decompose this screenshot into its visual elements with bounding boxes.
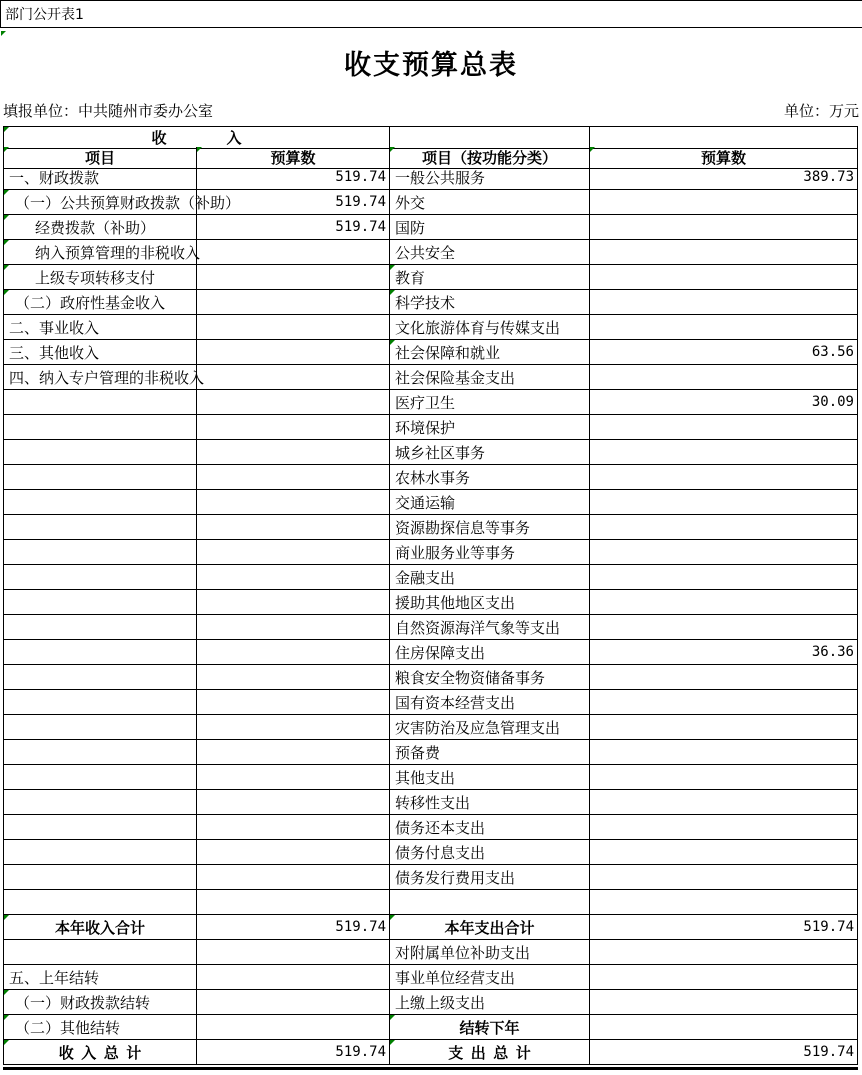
expense-item-cell[interactable] <box>390 715 590 740</box>
cell-comment-marker <box>1 31 6 36</box>
expense-item-cell-text: 结转下年 <box>459 1018 520 1037</box>
expense-item-cell[interactable] <box>390 840 590 865</box>
income-item-cell[interactable] <box>4 240 201 265</box>
cell-comment-marker <box>4 265 9 270</box>
sheet-label: 部门公开表1 <box>5 7 84 23</box>
reporting-unit-label: 填报单位：中共随州市委办公室 <box>3 102 214 120</box>
income-amount-cell[interactable] <box>197 465 390 490</box>
expense-item-cell[interactable] <box>390 215 590 240</box>
cell-comment-marker <box>390 1040 395 1045</box>
expense-item-cell[interactable] <box>390 540 590 565</box>
income-amount-cell[interactable] <box>197 740 390 765</box>
expense-amount-cell[interactable] <box>590 990 857 1015</box>
expense-item-cell[interactable] <box>390 565 590 590</box>
expense-item-cell[interactable] <box>390 390 590 415</box>
income-amount-cell[interactable] <box>197 890 390 915</box>
expense-item-cell-text: 灾害防治及应急管理支出 <box>395 718 561 737</box>
expense-amount-cell-text: 63.56 <box>811 344 854 360</box>
expense-amount-cell-text: 519.74 <box>803 1044 854 1060</box>
cell-comment-marker <box>4 190 9 195</box>
income-amount-cell[interactable] <box>197 490 390 515</box>
table-row <box>4 965 857 990</box>
cell-comment-marker <box>4 1040 9 1045</box>
expense-item-cell[interactable] <box>390 315 590 340</box>
cell-comment-marker <box>590 147 595 152</box>
expense-item-cell-text: 上缴上级支出 <box>395 993 486 1012</box>
expense-amount-cell[interactable] <box>590 540 857 565</box>
income-amount-cell[interactable] <box>197 840 390 865</box>
income-item-cell[interactable] <box>4 740 197 765</box>
cell-comment-marker <box>4 915 9 920</box>
income-amount-cell[interactable] <box>197 165 390 190</box>
expense-item-cell-text: 自然资源海洋气象等支出 <box>395 618 561 637</box>
income-amount-cell-text: 519.74 <box>335 919 386 935</box>
cell-comment-marker <box>4 147 9 152</box>
budget-table-body <box>4 165 857 1065</box>
income-item-cell[interactable] <box>4 665 197 690</box>
income-item-cell-text: 二、事业收入 <box>9 318 100 337</box>
expense-item-cell[interactable] <box>390 490 590 515</box>
income-amount-cell[interactable] <box>197 990 390 1015</box>
table-bottom-border <box>3 1067 858 1070</box>
table-row <box>4 165 857 190</box>
income-item-cell[interactable] <box>4 515 197 540</box>
cell-comment-marker <box>390 265 395 270</box>
income-item-cell[interactable] <box>4 590 197 615</box>
table-row <box>4 740 857 765</box>
table-row <box>4 665 857 690</box>
income-amount-cell[interactable] <box>197 215 390 240</box>
expense-item-cell-text: 社会保险基金支出 <box>395 368 516 387</box>
expense-amount-cell[interactable] <box>590 265 857 290</box>
income-item-cell-text: 经费拨款（补助） <box>35 218 156 237</box>
expense-item-cell-text: 其他支出 <box>395 768 456 787</box>
table-row <box>4 890 857 915</box>
income-amount-cell[interactable] <box>197 340 390 365</box>
table-row <box>4 840 857 865</box>
expense-item-cell-text: 债务还本支出 <box>395 818 486 837</box>
income-amount-cell[interactable] <box>197 690 390 715</box>
income-item-cell[interactable] <box>4 890 197 915</box>
expense-item-cell[interactable] <box>390 265 590 290</box>
table-row <box>4 315 857 340</box>
expense-amount-cell[interactable] <box>590 1040 857 1065</box>
expense-item-cell-text: 一般公共服务 <box>395 168 486 187</box>
income-amount-cell-text: 519.74 <box>335 1044 386 1060</box>
income-item-cell[interactable] <box>4 415 197 440</box>
expense-item-cell[interactable] <box>390 615 590 640</box>
empty-header-cell[interactable] <box>590 127 857 149</box>
expense-item-cell[interactable] <box>390 1040 590 1065</box>
income-amount-cell[interactable] <box>197 515 390 540</box>
income-item-cell-text: （二）政府性基金收入 <box>15 293 166 312</box>
income-item-cell-text: （二）其他结转 <box>15 1018 121 1037</box>
expense-amount-cell[interactable] <box>590 240 857 265</box>
income-item-cell-text: （一）财政拨款结转 <box>15 993 151 1012</box>
income-item-cell[interactable] <box>4 715 197 740</box>
expense-item-cell-text: 交通运输 <box>395 493 456 512</box>
expense-amount-cell[interactable] <box>590 1015 857 1040</box>
income-item-cell[interactable] <box>4 540 197 565</box>
expense-amount-cell-text: 519.74 <box>803 919 854 935</box>
expense-item-cell[interactable] <box>390 690 590 715</box>
expense-item-cell-text: 本年支出合计 <box>444 918 535 937</box>
expense-amount-cell[interactable] <box>590 565 857 590</box>
table-column-header-row <box>4 147 857 165</box>
income-item-cell[interactable] <box>4 1015 197 1040</box>
expense-item-cell[interactable] <box>390 740 590 765</box>
income-item-cell[interactable] <box>4 915 197 940</box>
expense-amount-cell[interactable] <box>590 815 857 840</box>
table-row <box>4 215 857 240</box>
expense-amount-cell[interactable] <box>590 840 857 865</box>
cell-comment-marker <box>390 147 395 152</box>
income-item-cell[interactable] <box>4 390 197 415</box>
expense-item-cell-text: 国防 <box>395 218 426 237</box>
expense-amount-cell[interactable] <box>590 315 857 340</box>
table-row <box>4 1015 857 1040</box>
expense-item-cell[interactable] <box>390 790 590 815</box>
income-amount-cell[interactable] <box>197 565 390 590</box>
income-amount-cell[interactable] <box>197 965 390 990</box>
expense-item-cell[interactable] <box>390 865 590 890</box>
expense-item-cell[interactable] <box>390 965 590 990</box>
income-item-cell[interactable] <box>4 790 197 815</box>
table-row <box>4 790 857 815</box>
cell-comment-marker <box>197 147 202 152</box>
table-row <box>4 515 857 540</box>
expense-item-cell[interactable] <box>390 665 590 690</box>
expense-item-cell[interactable] <box>390 340 590 365</box>
expense-item-cell-text: 科学技术 <box>395 293 456 312</box>
expense-item-cell[interactable] <box>390 640 590 665</box>
income-amount-cell[interactable] <box>197 940 390 965</box>
expense-item-cell-text: 对附属单位补助支出 <box>395 943 531 962</box>
income-amount-cell-text: 519.74 <box>335 169 386 185</box>
income-amount-cell[interactable] <box>197 290 390 315</box>
income-amount-cell[interactable] <box>197 440 390 465</box>
expense-amount-cell[interactable] <box>590 515 857 540</box>
income-item-cell-text: 五、上年结转 <box>9 968 100 987</box>
income-amount-cell[interactable] <box>197 190 390 215</box>
expense-item-cell-text: 农林水事务 <box>395 468 471 487</box>
income-item-cell-text: 一、财政拨款 <box>9 168 100 187</box>
income-amount-cell[interactable] <box>197 1040 390 1065</box>
income-amount-cell[interactable] <box>197 915 390 940</box>
table-row <box>4 540 857 565</box>
income-section-header-cell[interactable] <box>4 127 390 149</box>
income-item-cell-text: 三、其他收入 <box>9 343 100 362</box>
income-item-cell[interactable] <box>4 165 197 190</box>
table-row <box>4 640 857 665</box>
expense-item-cell-text: 公共安全 <box>395 243 456 262</box>
income-amount-cell[interactable] <box>197 415 390 440</box>
expense-amount-cell[interactable] <box>590 665 857 690</box>
table-row <box>4 490 857 515</box>
expense-item-cell-text: 商业服务业等事务 <box>395 543 516 562</box>
expense-amount-cell[interactable] <box>590 365 857 390</box>
table-row <box>4 715 857 740</box>
expense-amount-cell[interactable] <box>590 340 857 365</box>
income-amount-cell[interactable] <box>197 240 390 265</box>
expense-item-column-header-text: 项目（按功能分类） <box>421 149 557 167</box>
expense-item-cell[interactable] <box>390 465 590 490</box>
expense-item-cell-text: 债务付息支出 <box>395 843 486 862</box>
expense-item-cell-text: 医疗卫生 <box>395 393 456 412</box>
income-item-cell[interactable] <box>4 1040 197 1065</box>
expense-item-cell[interactable] <box>390 290 590 315</box>
expense-amount-cell[interactable] <box>590 790 857 815</box>
income-item-cell[interactable] <box>4 965 197 990</box>
sheet-label-row <box>0 0 862 28</box>
expense-amount-cell[interactable] <box>590 465 857 490</box>
unit-note-label: 单位：万元 <box>783 102 859 120</box>
income-amount-cell[interactable] <box>197 315 390 340</box>
cell-comment-marker <box>390 340 395 345</box>
table-row <box>4 415 857 440</box>
income-item-cell[interactable] <box>4 265 197 290</box>
table-row <box>4 240 857 265</box>
income-amount-cell[interactable] <box>197 640 390 665</box>
income-item-cell[interactable] <box>4 290 197 315</box>
expense-amount-cell[interactable] <box>590 640 857 665</box>
cell-comment-marker <box>4 990 9 995</box>
expense-item-cell[interactable] <box>390 440 590 465</box>
table-row <box>4 465 857 490</box>
expense-amount-cell[interactable] <box>590 390 857 415</box>
expense-item-cell[interactable] <box>390 1015 590 1040</box>
income-amount-cell[interactable] <box>197 540 390 565</box>
expense-item-cell-text: 社会保障和就业 <box>395 343 501 362</box>
expense-amount-cell[interactable] <box>590 215 857 240</box>
expense-item-cell-text: 国有资本经营支出 <box>395 693 516 712</box>
income-amount-cell[interactable] <box>197 815 390 840</box>
table-row <box>4 865 857 890</box>
income-item-cell[interactable] <box>4 465 197 490</box>
expense-item-cell[interactable] <box>390 990 590 1015</box>
expense-item-cell[interactable] <box>390 415 590 440</box>
cell-comment-marker <box>390 290 395 295</box>
table-row <box>4 565 857 590</box>
income-item-cell[interactable] <box>4 690 197 715</box>
expense-item-cell[interactable] <box>390 190 590 215</box>
income-item-cell-text: 四、纳入专户管理的非税收入 <box>9 368 205 387</box>
expense-amount-cell[interactable] <box>590 290 857 315</box>
table-row <box>4 590 857 615</box>
expense-amount-cell[interactable] <box>590 965 857 990</box>
expense-amount-cell[interactable] <box>590 740 857 765</box>
expense-amount-cell[interactable] <box>590 865 857 890</box>
income-amount-cell[interactable] <box>197 265 390 290</box>
expense-item-cell[interactable] <box>390 765 590 790</box>
expense-amount-cell[interactable] <box>590 490 857 515</box>
expense-item-cell-text: 援助其他地区支出 <box>395 593 516 612</box>
income-item-cell[interactable] <box>4 440 197 465</box>
expense-amount-cell[interactable] <box>590 690 857 715</box>
expense-item-cell-text: 转移性支出 <box>395 793 471 812</box>
expense-item-cell-text: 债务发行费用支出 <box>395 868 516 887</box>
expense-item-cell[interactable] <box>390 240 590 265</box>
income-amount-cell[interactable] <box>197 790 390 815</box>
table-row <box>4 440 857 465</box>
table-row <box>4 190 857 215</box>
expense-item-cell-text: 金融支出 <box>395 568 456 587</box>
table-row <box>4 1040 857 1065</box>
income-item-column-header-text: 项目 <box>84 149 115 167</box>
income-item-cell-text: 纳入预算管理的非税收入 <box>35 243 201 262</box>
budget-table <box>3 126 858 1065</box>
table-row <box>4 365 857 390</box>
income-section-header-text: 收 入 <box>151 129 242 147</box>
expense-amount-cell[interactable] <box>590 440 857 465</box>
income-item-cell[interactable] <box>4 490 197 515</box>
income-item-cell[interactable] <box>4 640 197 665</box>
income-item-cell-text: （一）公共预算财政拨款（补助） <box>15 193 241 212</box>
expense-amount-cell-text: 389.73 <box>803 169 854 185</box>
expense-item-cell-text: 事业单位经营支出 <box>395 968 516 987</box>
cell-comment-marker <box>4 215 9 220</box>
expense-item-cell-text: 资源勘探信息等事务 <box>395 518 531 537</box>
table-row <box>4 390 857 415</box>
income-item-cell[interactable] <box>4 940 197 965</box>
income-item-cell[interactable] <box>4 190 241 215</box>
table-group-header-row <box>4 127 857 147</box>
empty-header-cell[interactable] <box>390 127 590 149</box>
table-row <box>4 290 857 315</box>
income-item-cell[interactable] <box>4 215 197 240</box>
income-item-cell[interactable] <box>4 840 197 865</box>
cell-comment-marker <box>4 290 9 295</box>
expense-item-cell[interactable] <box>390 365 590 390</box>
expense-amount-cell[interactable] <box>590 915 857 940</box>
expense-item-cell-text: 粮食安全物资储备事务 <box>395 668 546 687</box>
expense-item-cell-text: 住房保障支出 <box>395 643 486 662</box>
expense-item-cell-text: 教育 <box>395 268 426 287</box>
income-item-cell-text: 收 入 总 计 <box>58 1043 142 1062</box>
title-area <box>0 28 862 96</box>
cell-comment-marker <box>4 240 9 245</box>
expense-item-cell[interactable] <box>390 940 590 965</box>
income-item-cell[interactable] <box>4 765 197 790</box>
page-title: 收支预算总表 <box>344 49 518 81</box>
cell-comment-marker <box>4 1015 9 1020</box>
income-item-cell[interactable] <box>4 565 197 590</box>
expense-amount-cell-text: 36.36 <box>811 644 854 660</box>
income-amount-cell[interactable] <box>197 865 390 890</box>
expense-amount-cell[interactable] <box>590 940 857 965</box>
expense-amount-cell[interactable] <box>590 765 857 790</box>
expense-item-cell-text: 外交 <box>395 193 426 212</box>
expense-amount-cell[interactable] <box>590 590 857 615</box>
cell-comment-marker <box>4 127 9 132</box>
cell-comment-marker <box>390 1015 395 1020</box>
expense-item-cell-text: 环境保护 <box>395 418 456 437</box>
expense-item-cell-text: 预备费 <box>395 743 441 762</box>
expense-item-cell[interactable] <box>390 915 590 940</box>
income-item-cell[interactable] <box>4 865 197 890</box>
expense-amount-cell-text: 30.09 <box>811 394 854 410</box>
expense-amount-cell[interactable] <box>590 615 857 640</box>
income-amount-cell[interactable] <box>197 365 390 390</box>
table-row <box>4 990 857 1015</box>
income-item-cell[interactable] <box>4 615 197 640</box>
income-amount-cell-text: 519.74 <box>335 194 386 210</box>
expense-item-cell[interactable] <box>390 815 590 840</box>
expense-budget-column-header-text: 预算数 <box>700 149 746 167</box>
table-row <box>4 940 857 965</box>
expense-item-cell[interactable] <box>390 590 590 615</box>
expense-amount-cell[interactable] <box>590 190 857 215</box>
income-item-cell[interactable] <box>4 340 197 365</box>
table-row <box>4 265 857 290</box>
income-amount-cell-text: 519.74 <box>335 219 386 235</box>
expense-item-cell-text: 文化旅游体育与传媒支出 <box>395 318 561 337</box>
income-item-cell-text: 本年收入合计 <box>54 918 145 937</box>
income-amount-cell[interactable] <box>197 615 390 640</box>
expense-amount-cell[interactable] <box>590 415 857 440</box>
expense-amount-cell[interactable] <box>590 165 857 190</box>
table-row <box>4 690 857 715</box>
expense-item-cell-text: 城乡社区事务 <box>395 443 486 462</box>
income-amount-cell[interactable] <box>197 665 390 690</box>
meta-row <box>0 96 862 126</box>
income-amount-cell[interactable] <box>197 765 390 790</box>
income-item-cell[interactable] <box>4 815 197 840</box>
income-amount-cell[interactable] <box>197 590 390 615</box>
income-item-cell-text: 上级专项转移支付 <box>35 268 156 287</box>
income-amount-cell[interactable] <box>197 1015 390 1040</box>
expense-item-cell[interactable] <box>390 890 590 915</box>
table-row <box>4 340 857 365</box>
income-item-cell[interactable] <box>4 315 197 340</box>
cell-comment-marker <box>390 915 395 920</box>
income-item-cell[interactable] <box>4 365 205 390</box>
expense-amount-cell[interactable] <box>590 715 857 740</box>
expense-item-cell[interactable] <box>390 515 590 540</box>
expense-amount-cell[interactable] <box>590 890 857 915</box>
expense-item-cell-text: 支 出 总 计 <box>448 1043 531 1062</box>
table-row <box>4 615 857 640</box>
expense-item-cell[interactable] <box>390 165 590 190</box>
income-amount-cell[interactable] <box>197 715 390 740</box>
income-budget-column-header-text: 预算数 <box>270 149 316 167</box>
income-amount-cell[interactable] <box>197 390 390 415</box>
income-item-cell[interactable] <box>4 990 197 1015</box>
table-row <box>4 915 857 940</box>
table-row <box>4 765 857 790</box>
table-row <box>4 815 857 840</box>
